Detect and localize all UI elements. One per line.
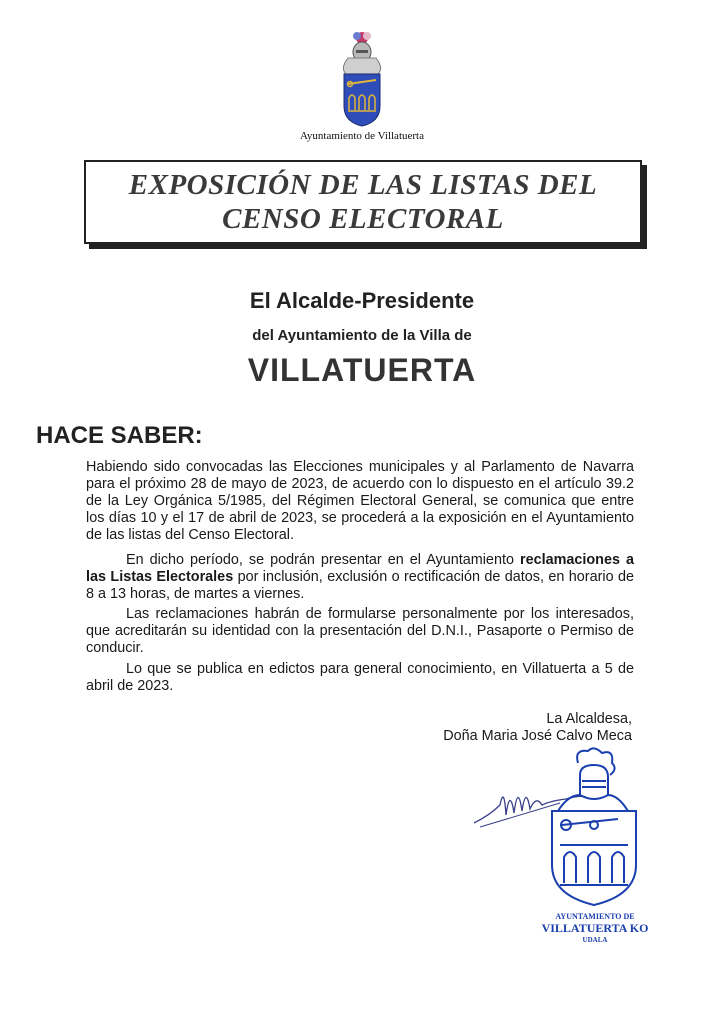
ayuntamiento-subheading: del Ayuntamiento de la Villa de <box>252 327 472 344</box>
notice-title-box <box>84 160 642 244</box>
body-paragraph-1: Habiendo sido convocadas las Elecciones municipales y al Parlamento de Navarra para el próximo 28 de mayo de 2023, de acuerdo con lo dispuesto en el artículo 39.2 de la Ley Orgánica 5/1985, del Régimen Electoral General, se comunica que entre los días 10 y el 17 de abril de 2023, se procederá a la exposición en el Ayuntamiento de las listas del Censo Electoral. <box>86 459 634 543</box>
stamp-text-line1: AYUNTAMIENTO DE <box>555 912 635 921</box>
signatory-title: La Alcaldesa, <box>546 711 632 727</box>
p2-text-after: por inclusión, exclusión o rectificación de datos, en horario de 8 a 13 horas, de martes a viernes. <box>86 569 634 602</box>
hace-saber-heading: HACE SABER: <box>36 422 203 449</box>
body-paragraph-3: Las reclamaciones habrán de formularse personalmente por los interesados, que acreditarán su identidad con la presentación del D.N.I., Pasaporte o Permiso de conducir. <box>86 606 634 656</box>
body-paragraph-4: Lo que se publica en edictos para general conocimiento, en Villatuerta a 5 de abril de 2023. <box>86 661 634 694</box>
stamp-text-line3: UDALA <box>582 936 608 944</box>
notice-title-line2: CENSO ELECTORAL <box>222 203 504 235</box>
alcalde-heading: El Alcalde-Presidente <box>249 288 475 313</box>
body-paragraph-2 <box>86 552 634 603</box>
notice-title-line1: EXPOSICIÓN DE LAS LISTAS DEL <box>128 169 598 201</box>
coat-of-arms-icon <box>330 28 394 128</box>
municipality-name: Ayuntamiento de Villatuerta <box>300 130 424 142</box>
stamp-text-line2: VILLATUERTA KO <box>541 921 649 935</box>
signatory-name: Doña Maria José Calvo Meca <box>443 728 632 744</box>
official-stamp-icon <box>538 745 650 910</box>
villa-name: VILLATUERTA <box>247 352 477 388</box>
p2-bold-text: reclamaciones a las Listas Electorales <box>86 552 635 585</box>
p2-text-before: En dicho período, se podrán presentar en el Ayuntamiento <box>126 552 520 568</box>
